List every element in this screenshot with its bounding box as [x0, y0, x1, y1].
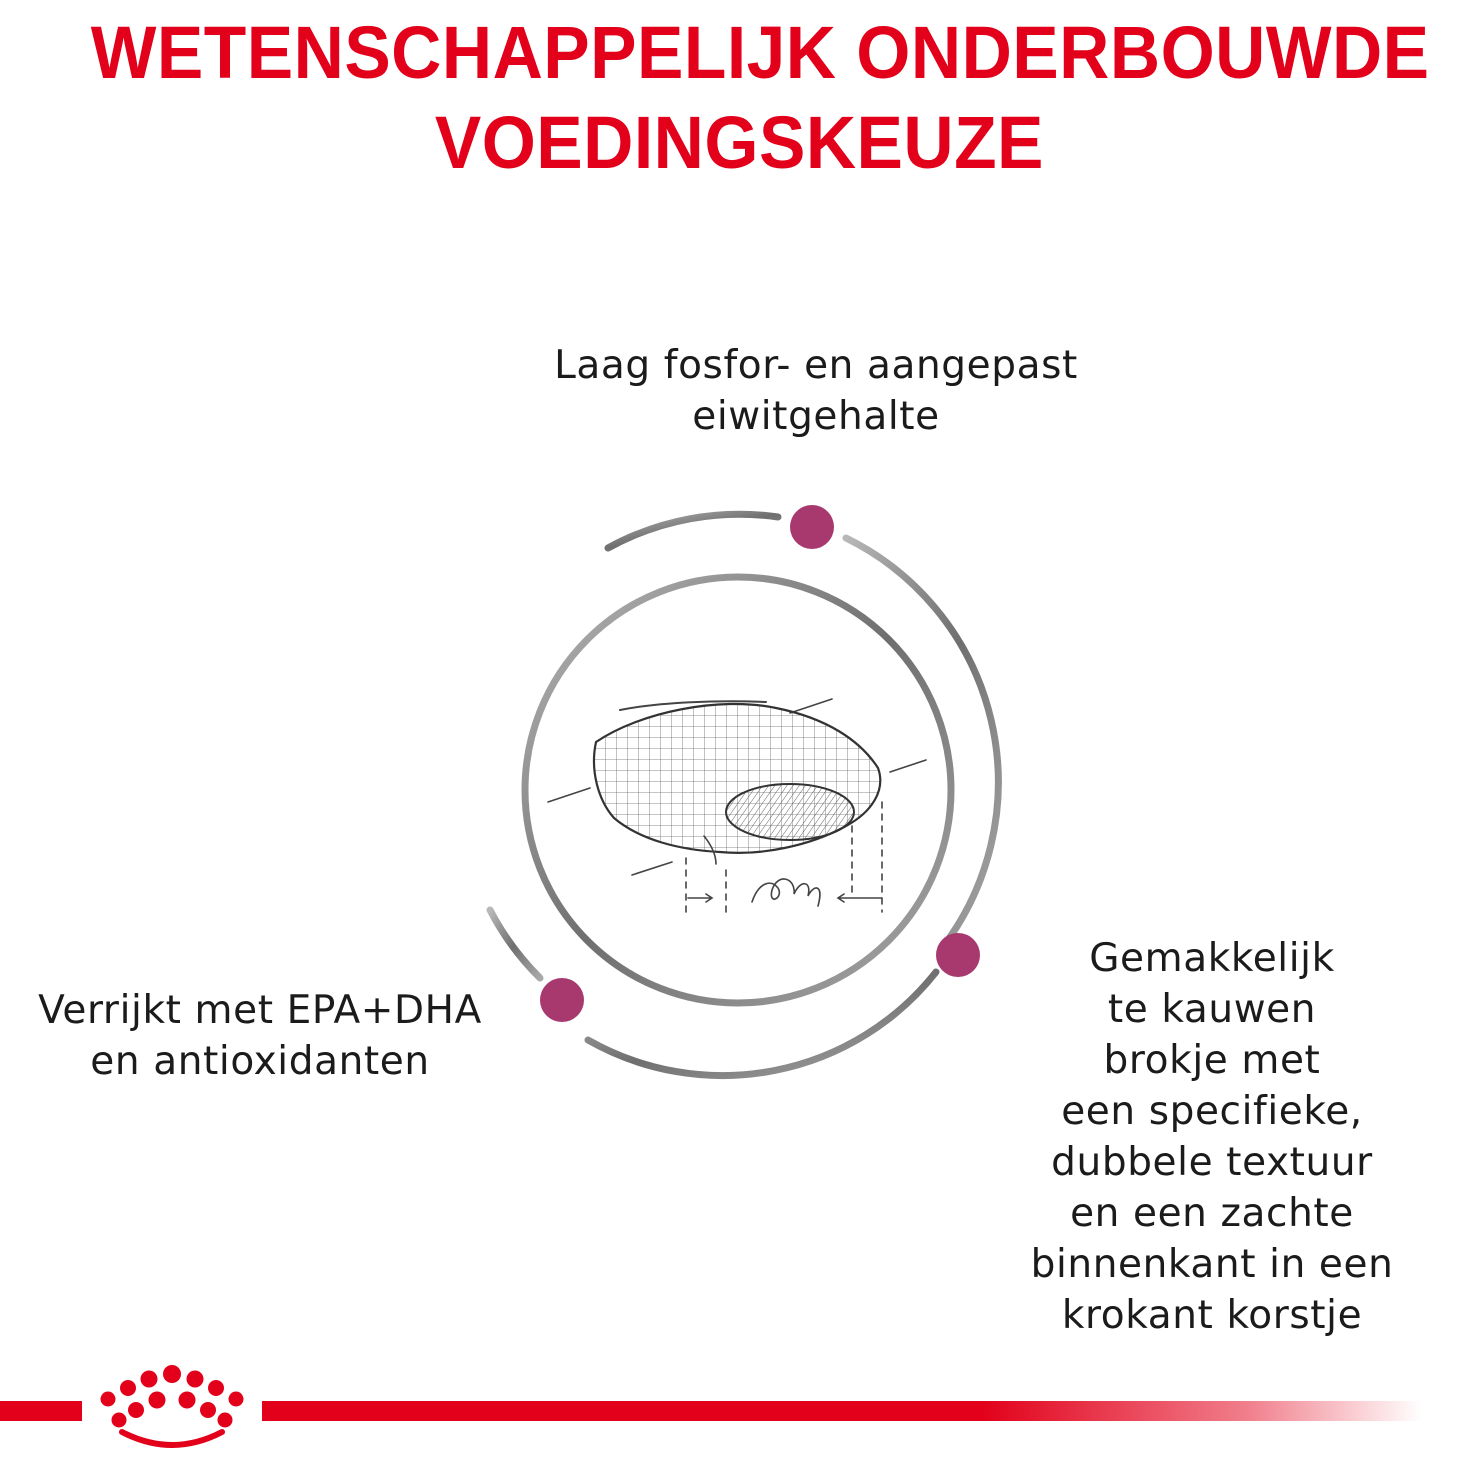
benefit-dot-right — [936, 933, 980, 977]
outer-ring-arc-right — [846, 538, 998, 948]
outer-ring-arc-left — [490, 910, 540, 978]
benefit-right-line: binnenkant in een — [1030, 1242, 1394, 1287]
benefit-right-line: te kauwen — [1107, 987, 1317, 1032]
outer-ring-arc-top — [608, 514, 778, 548]
benefit-left-line: Verrijkt met EPA+DHA — [38, 988, 482, 1033]
benefit-right-line: en een zachte — [1070, 1191, 1354, 1236]
title-line-1: WETENSCHAPPELIJK ONDERBOUWDE — [90, 11, 1430, 94]
footer-stripe-right — [262, 1401, 1422, 1421]
footer-stripe-left — [0, 1401, 82, 1421]
benefit-right-line: brokje met — [1103, 1038, 1321, 1083]
title-line-2: VOEDINGSKEUZE — [434, 101, 1044, 184]
benefit-right-line: Gemakkelijk — [1089, 936, 1335, 981]
outer-ring-arc-bottom — [588, 972, 936, 1076]
royal-crown-logo-icon — [92, 1362, 252, 1452]
benefit-right-text — [1002, 933, 1422, 1341]
benefit-top-line: eiwitgehalte — [692, 394, 940, 439]
benefit-left-line: en antioxidanten — [90, 1039, 430, 1084]
benefit-dot-top — [790, 505, 834, 549]
benefit-left-text — [10, 985, 510, 1087]
benefit-right-line: dubbele textuur — [1051, 1140, 1373, 1185]
benefit-top-line: Laag fosfor- en aangepast — [554, 343, 1078, 388]
benefit-right-line: een specifieke, — [1061, 1089, 1363, 1134]
benefit-dot-left — [540, 978, 584, 1022]
benefit-right-line: krokant korstje — [1061, 1293, 1363, 1338]
kibble-sketch-icon — [548, 699, 926, 918]
benefit-top-text — [496, 340, 1136, 442]
